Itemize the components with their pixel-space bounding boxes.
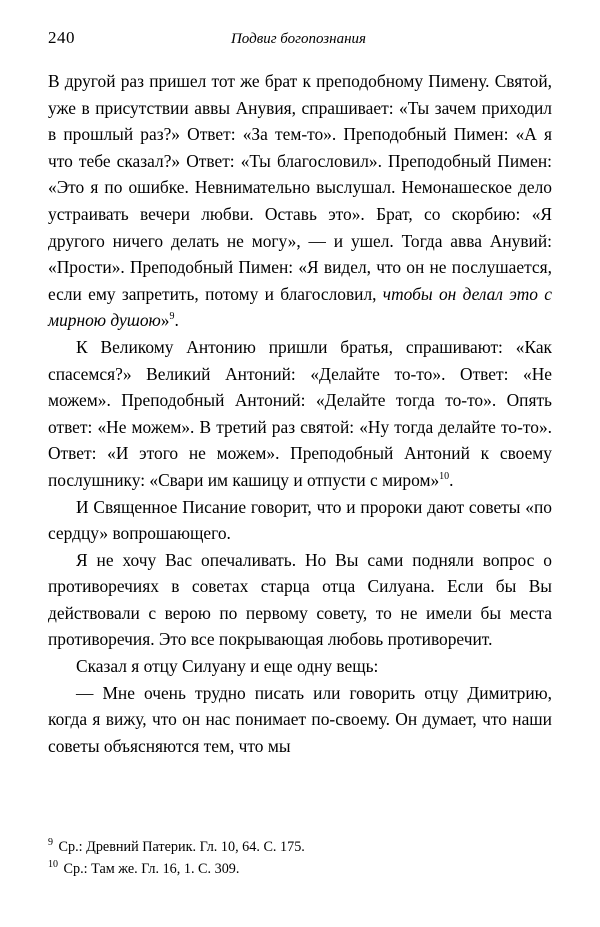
text-run: .	[449, 469, 454, 490]
body-text	[48, 68, 552, 759]
footnote	[48, 836, 552, 858]
page-number: 240	[48, 28, 75, 47]
footnote-text: Ср.: Древний Патерик. Гл. 10, 64. С. 175.	[55, 839, 305, 855]
text-run: Я не хочу Вас опечаливать. Но Вы сами подняли вопрос о противоречиях в советах старца отца Силуана. Если бы Вы действовали с верою по первому совету, то не имели бы места противоречия. Это все покрывающая любовь противоречит.	[48, 549, 552, 650]
paragraph	[48, 547, 552, 653]
emphasis-text: чтобы он делал это с мирною душою	[48, 283, 552, 331]
text-run: — Мне очень трудно писать или говорить отцу Димитрию, когда я вижу, что он нас понимает по-своему. Он думает, что наши советы объясняются тем, что мы	[48, 682, 552, 756]
footnote-marker: 9	[48, 837, 53, 849]
footnotes-block	[48, 836, 552, 880]
text-run: .	[174, 310, 179, 331]
text-run: Сказал я отцу Силуану и еще одну вещь:	[76, 656, 379, 677]
paragraph	[48, 653, 552, 680]
footnote-text: Ср.: Там же. Гл. 16, 1. С. 309.	[60, 861, 240, 877]
text-run: »	[160, 310, 170, 331]
page-header	[48, 28, 552, 48]
paragraph	[48, 680, 552, 760]
text-run: К Великому Антонию пришли братья, спрашивают: «Как спасемся?» Великий Антоний: «Делайте то-то». Ответ: «Не можем». Преподобный Антоний: «Делайте тогда то-то». Опять ответ: «Не можем». В третий раз святой: «Ну тогда делайте то-то». Ответ: «И этого не можем». Преподобный Антоний к своему послушнику: «Свари им кашицу и отпусти с миром»	[48, 336, 552, 490]
paragraph	[48, 68, 552, 334]
footnote-reference: 9	[169, 311, 175, 323]
text-run: В другой раз пришел тот же брат к преподобному Пимену. Святой, уже в присутствии аввы Анувия, спрашивает: «Ты зачем приходил в прошлый раз?» Ответ: «За тем-то». Преподобный Пимен: «А я что тебе сказал?» Ответ: «Ты благословил». Преподобный Пимен: «Это я по ошибке. Невнимательно выслушал. Немонашеское дело устраивать вечери любви. Оставь это». Брат, со скорбию: «Я другого ничего делать не могу», — и ушел. Тогда авва Анувий: «Прости». Преподобный Пимен: «Я видел, что он не послушается, если ему запретить, потому и благословил,	[48, 71, 552, 304]
paragraph	[48, 494, 552, 547]
footnote-marker: 10	[48, 859, 58, 871]
text-run: И Священное Писание говорит, что и пророки дают советы «по сердцу» вопрошающего.	[48, 496, 552, 544]
footnote-reference: 10	[439, 471, 450, 483]
footnote	[48, 858, 552, 880]
running-title: Подвиг богопознания	[230, 31, 367, 47]
paragraph	[48, 334, 552, 494]
